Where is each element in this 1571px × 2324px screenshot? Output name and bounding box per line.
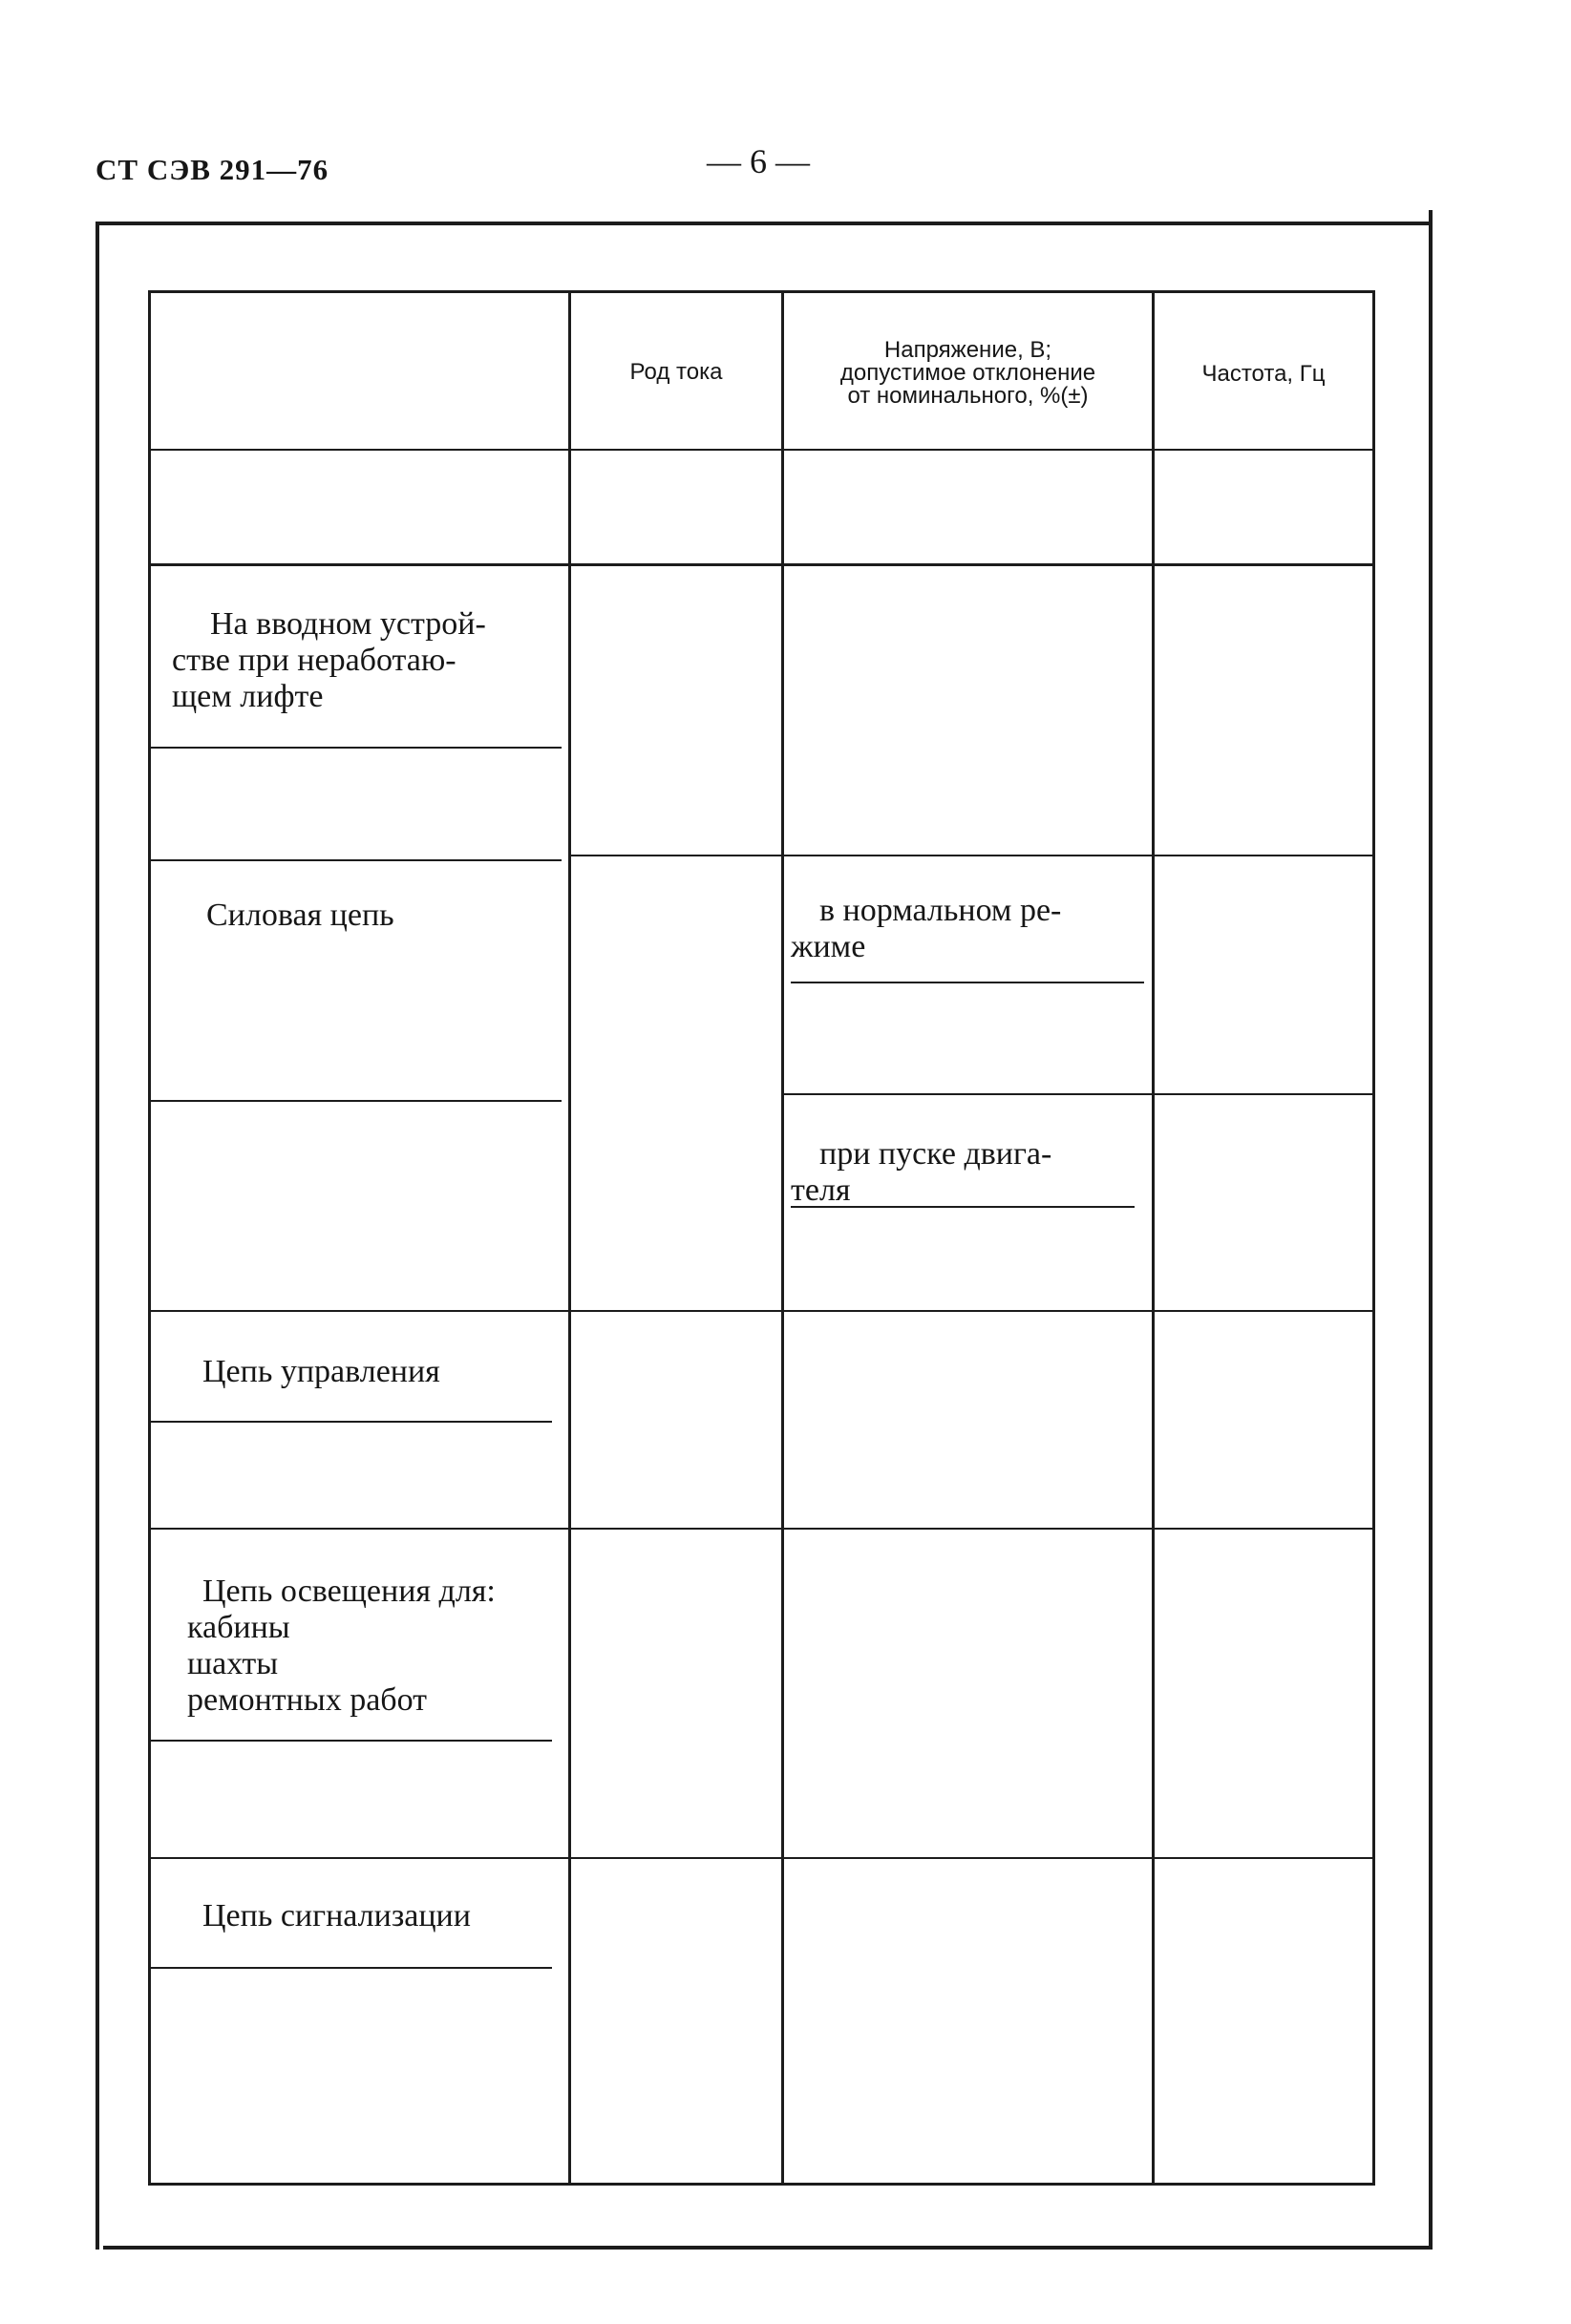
- row-line-control-sub: [151, 1421, 552, 1423]
- number-row-bottom: [151, 563, 1372, 566]
- frame-bottom: [103, 2246, 1433, 2250]
- column-divider-3: [1152, 290, 1155, 2186]
- column-divider-1: [568, 290, 571, 2186]
- row-line-start-top-c3: [784, 1093, 1152, 1095]
- table-border-left: [148, 290, 151, 2186]
- row-label-power-circuit: Силовая цепь: [206, 898, 394, 933]
- table-border-bottom: [148, 2183, 1375, 2186]
- row-line-power-top-c1: [151, 859, 562, 861]
- column-header-current-type: Род тока: [629, 359, 723, 385]
- row-line-lighting-sub: [151, 1740, 552, 1742]
- document-header-code: СТ СЭВ 291—76: [96, 153, 329, 186]
- frame-left: [96, 222, 99, 2250]
- row-line-power-top-c3: [784, 855, 1152, 856]
- row-line-start-top-c4: [1155, 1093, 1372, 1095]
- row-line-power-top-c4: [1155, 855, 1372, 856]
- row-line-normal-sub: [791, 982, 1144, 983]
- column-divider-2: [781, 290, 784, 2186]
- row-label-signal-circuit: Цепь сигнализации: [202, 1898, 471, 1933]
- row-line-input-sub: [151, 747, 562, 749]
- row-line-signal-top: [151, 1857, 1372, 1859]
- row-label-lighting-circuit: Цепь освещения для: кабины шахты ремонтных работ: [187, 1574, 496, 1718]
- frame-right: [1429, 210, 1433, 2250]
- row-label-motor-start: при пуске двига- теля: [791, 1136, 1052, 1208]
- table-border-top: [148, 290, 1375, 293]
- column-header-voltage: Напряжение, В; допустимое отклонение от номинального, %(±): [839, 337, 1096, 409]
- row-line-signal-sub: [151, 1967, 552, 1969]
- frame-top: [96, 222, 1433, 225]
- row-line-start-top-c1: [151, 1100, 562, 1102]
- header-row-bottom: [151, 449, 1372, 451]
- row-line-power-top-c2: [571, 855, 781, 856]
- row-label-normal-mode: в нормальном ре- жиме: [791, 893, 1062, 964]
- row-label-input-device: На вводном устрой- стве при неработаю- щем лифте: [172, 606, 486, 714]
- page-number: — 6 —: [707, 142, 810, 180]
- row-line-lighting-top: [151, 1528, 1372, 1530]
- row-line-control-top: [151, 1310, 1372, 1312]
- column-header-frequency: Частота, Гц: [1201, 361, 1326, 387]
- table-border-right: [1372, 290, 1375, 2186]
- row-label-control-circuit: Цепь управления: [202, 1354, 440, 1389]
